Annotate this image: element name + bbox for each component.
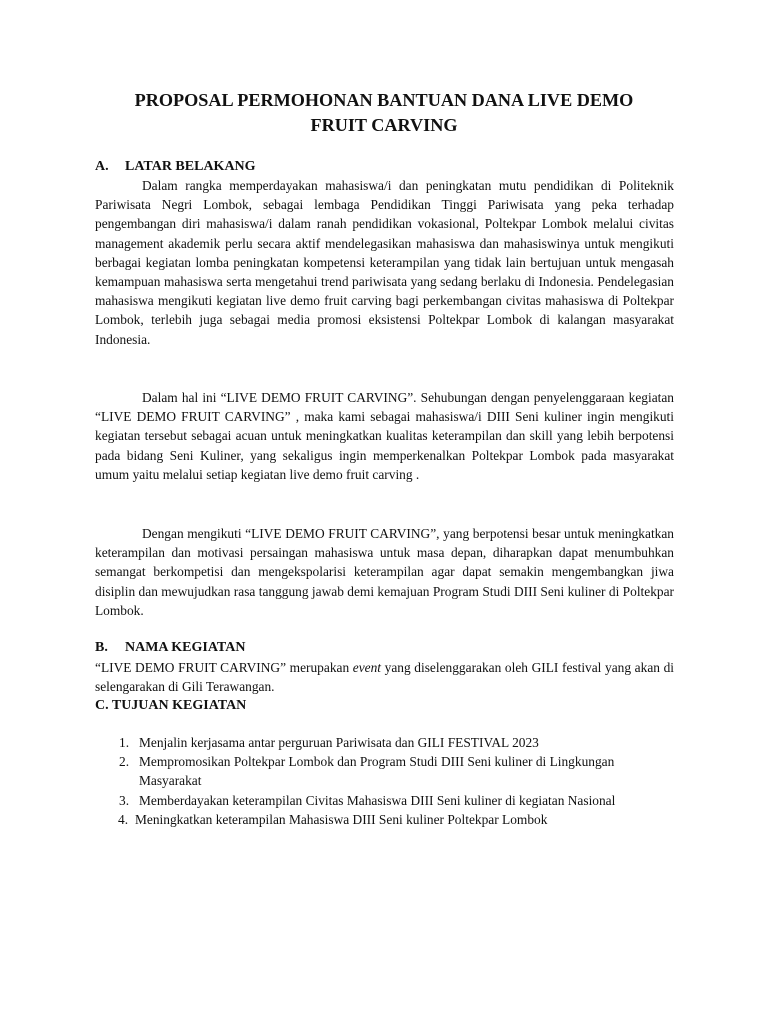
section-a-paragraph-1: Dalam rangka memperdayakan mahasiswa/i dan peningkatan mutu pendidikan di Politeknik Pariwisata Negri Lombok, sebagai lembaga Pendidikan Tinggi Pariwisata yang peka terhadap pengembangan diri mahasiswa/i dalam ranah pendidikan vokasional, Poltekpar Lombok melalui civitas management akademik perlu secara aktif mendelegasikan mahasiswa dan mahasiswinya untuk mengikuti berbagai kegiatan lomba peningkatan kompetensi keterampilan yang tidak lain bertujuan untuk mengasah kemampuan mahasiswa serta mengetahui trend pariwisata yang sedang berlaku di Indonesia. Pendelegasian mahasiswa mengikuti kegiatan live demo fruit carving bagi perkembangan civitas mahasiswa di Poltekpar Lombok, terlebih juga sebagai media promosi eksistensi Poltekpar Lombok di kalangan masyarakat Indonesia.: [95, 178, 674, 347]
title-line-1: PROPOSAL PERMOHONAN BANTUAN DANA LIVE DEMO: [134, 90, 634, 110]
tujuan-list: [95, 733, 674, 829]
section-b-heading: [95, 638, 245, 657]
list-item-text: Meningkatkan keterampilan Mahasiswa DIII Seni kuliner Poltekpar Lombok: [135, 811, 548, 827]
section-b-text-before: “LIVE DEMO FRUIT CARVING” merupakan: [95, 660, 353, 675]
list-item-number: 2.: [119, 754, 130, 770]
list-item: [95, 791, 674, 810]
list-item: [95, 752, 674, 790]
section-b-text-italic: event: [352, 660, 382, 675]
section-a-paragraph-2: Dalam hal ini “LIVE DEMO FRUIT CARVING”. Sehubungan dengan penyelenggaraan kegiatan “LIVE DEMO FRUIT CARVING” , maka kami sebagai mahasiswa/i DIII Seni kuliner ingin mengikuti kegiatan tersebut sebagai acuan untuk meningkatkan kualitas keterampilan dan skill yang lebih berpotensi pada bidang Seni Kuliner, yang sekaligus ingin memperkenalkan Poltekpar Lombok pada masyarakat umum yaitu melalui setiap kegiatan live demo fruit carving .: [95, 390, 674, 482]
list-item-text: Mempromosikan Poltekpar Lombok dan Program Studi DIII Seni kuliner di Lingkungan Masyarakat: [139, 754, 615, 789]
list-item-text: Memberdayakan keterampilan Civitas Mahasiswa DIII Seni kuliner di kegiatan Nasional: [139, 792, 616, 808]
list-item-text: Menjalin kerjasama antar perguruan Pariwisata dan GILI FESTIVAL 2023: [139, 735, 539, 750]
section-b-text-after: yang diselenggarakan oleh GILI festival yang akan di selengarakan di Gili Terawangan.: [95, 660, 674, 695]
section-a-title: LATAR BELAKANG: [125, 159, 256, 174]
list-item-number: 4.: [118, 811, 129, 827]
section-a-heading: [95, 157, 256, 176]
document-title: [60, 88, 708, 138]
section-b-paragraph: [95, 658, 674, 696]
title-line-2: FRUIT CARVING: [310, 115, 458, 135]
list-item: [95, 810, 674, 829]
section-a-number: A.: [95, 159, 109, 174]
section-b-title: NAMA KEGIATAN: [125, 640, 246, 655]
list-item: [95, 733, 674, 752]
list-item-number: 3.: [119, 792, 130, 808]
list-item-number: 1.: [119, 735, 130, 750]
section-b-number: B.: [95, 640, 108, 655]
section-a-paragraph-3: Dengan mengikuti “LIVE DEMO FRUIT CARVING”, yang berpotensi besar untuk meningkatkan keterampilan dan motivasi persaingan mahasiswa untuk masa depan, diharapkan dapat menumbuhkan semangat berkompetisi dan mengekspolarisi keterampilan agar dapat semakin mengembangkan jiwa disiplin dan mewujudkan rasa tanggung jawab demi kemajuan Program Studi DIII Seni kuliner di Poltekpar Lombok.: [95, 526, 674, 618]
section-c-heading: C. TUJUAN KEGIATAN: [95, 698, 247, 713]
